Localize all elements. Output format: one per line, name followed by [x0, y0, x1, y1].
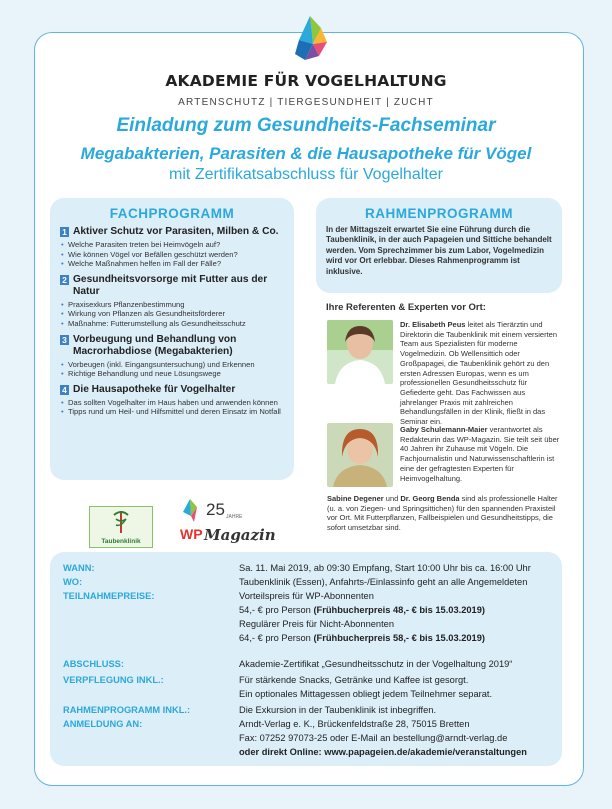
list-item: • Vorbeugen (inkl. Eingangsuntersuchung) und Erkennen	[60, 360, 286, 370]
caduceus-icon	[90, 507, 152, 535]
wp-feather-icon	[180, 498, 200, 524]
portrait-schulemann-image	[327, 423, 393, 487]
taubenklinik-logo	[89, 506, 153, 548]
list-item: • Richtige Behandlung und neue Lösungswege	[60, 369, 286, 379]
fachprogramm-heading: FACHPROGRAMM	[109, 206, 235, 221]
rahmenprogramm-heading: RAHMENPROGRAMM	[365, 206, 513, 221]
online-link[interactable]: www.papageien.de/akademie/veranstaltungen	[324, 747, 527, 757]
section-number: 1	[60, 227, 69, 237]
section-title: Aktiver Schutz vor Parasiten, Milben & Co.	[73, 226, 279, 237]
bio-schulemann: Gaby Schulemann-Maier verantwortet als Redakteurin das WP-Magazin. Sie teilt seit über 40 Jahren ihr Zuhause mit Vögeln. Die Fachjournalistin und Naturwissenschaftlerin ist eine der gefragtesten Experten für Heimvogelhaltung.	[400, 425, 560, 483]
list-item: • Tipps rund um Heil- und Hilfsmittel und deren Einsatz im Notfall	[60, 407, 286, 417]
page-title: Einladung zum Gesundheits-Fachseminar	[116, 115, 496, 136]
page-subtitle-2: mit Zertifikatsabschluss für Vogelhalter	[169, 166, 443, 183]
section-title: Die Hausapotheke für Vogelhalter	[73, 383, 236, 395]
list-item: • Welche Maßnahmen helfen im Fall der Fälle?	[60, 259, 286, 269]
section-number: 2	[60, 275, 69, 285]
wp-anniversary-label: JAHRE	[226, 514, 243, 520]
section-title: Gesundheitsvorsorge mit Futter aus der Natur	[73, 273, 268, 297]
wp-anniversary-number: 25	[206, 500, 225, 519]
section-title: Vorbeugung und Behandlung von Macrorhabdiose (Megabakterien)	[73, 333, 237, 357]
page-subtitle: Megabakterien, Parasiten & die Hausapotheke für Vögel	[80, 144, 532, 163]
taubenklinik-label: Taubenklinik	[101, 538, 141, 545]
bio-peus: Dr. Elisabeth Peus leitet als Tierärztin und Direktorin die Taubenklinik mit einem versierten Team aus Spezialisten für moderne Vogelmedizin. Ob Wellensittich oder Großpapagei, die Taubenklinik gehört zu den ersten Adressen Europas, wenn es um professionellen Gesundheitsschutz für Gefiederte geht. Das Fachwissen aus jahrelanger Praxis mit zahlreichen Behandlungsfällen in der Klinik, fließt in das Seminar ein.	[400, 320, 558, 427]
list-item: • Wie können Vögel vor Befällen geschützt werden?	[60, 250, 286, 260]
program-section	[60, 384, 286, 417]
brand-name: AKADEMIE FÜR VOGELHALTUNG	[165, 72, 447, 90]
bio-degener-benda: Sabine Degener und Dr. Georg Benda sind als professionelle Halter (u. a. von Ziegen- und Springsittichen) für den spannenden Praxisteil vor Ort. Mit Futterpflanzen, Fallbeispielen und Gesundheitstipps, die sofort umsetzbar sind.	[327, 494, 558, 533]
brand-tagline: ARTENSCHUTZ | TIERGESUNDHEIT | ZUCHT	[178, 97, 434, 108]
program-section	[60, 334, 286, 379]
feather-logo-icon	[291, 14, 329, 66]
list-item: • Wirkung von Pflanzen als Gesundheitsförderer	[60, 309, 286, 319]
referenten-heading: Ihre Referenten & Experten vor Ort:	[326, 302, 486, 313]
section-number: 4	[60, 385, 69, 395]
program-section	[60, 226, 286, 269]
rahmenprogramm-panel	[316, 198, 562, 293]
wp-prefix: WP	[180, 526, 203, 542]
fachprogramm-panel	[50, 198, 294, 480]
list-item: • Welche Parasiten treten bei Heimvögeln auf?	[60, 240, 286, 250]
list-item: • Maßnahme: Futterumstellung als Gesundheitsschutz	[60, 319, 286, 329]
program-section	[60, 274, 286, 329]
rahmenprogramm-text: In der Mittagszeit erwartet Sie eine Führung durch die Taubenklinik, in der auch Papageien und Sittiche behandelt werden. Vom Sprechzimmer bis zum Labor, Vogelmedizin wird vor Ort erlebbar. Dieses Rahmenprogramm ist inklusive.	[326, 225, 552, 276]
section-number: 3	[60, 335, 69, 345]
wp-magazin-name: Magazin	[204, 526, 276, 544]
portrait-peus-image	[327, 320, 393, 384]
list-item: • Praxisexkurs Pflanzenbestimmung	[60, 300, 286, 310]
wp-magazin-logo	[180, 498, 276, 548]
list-item: • Das sollten Vogelhalter im Haus haben und anwenden können	[60, 398, 286, 408]
